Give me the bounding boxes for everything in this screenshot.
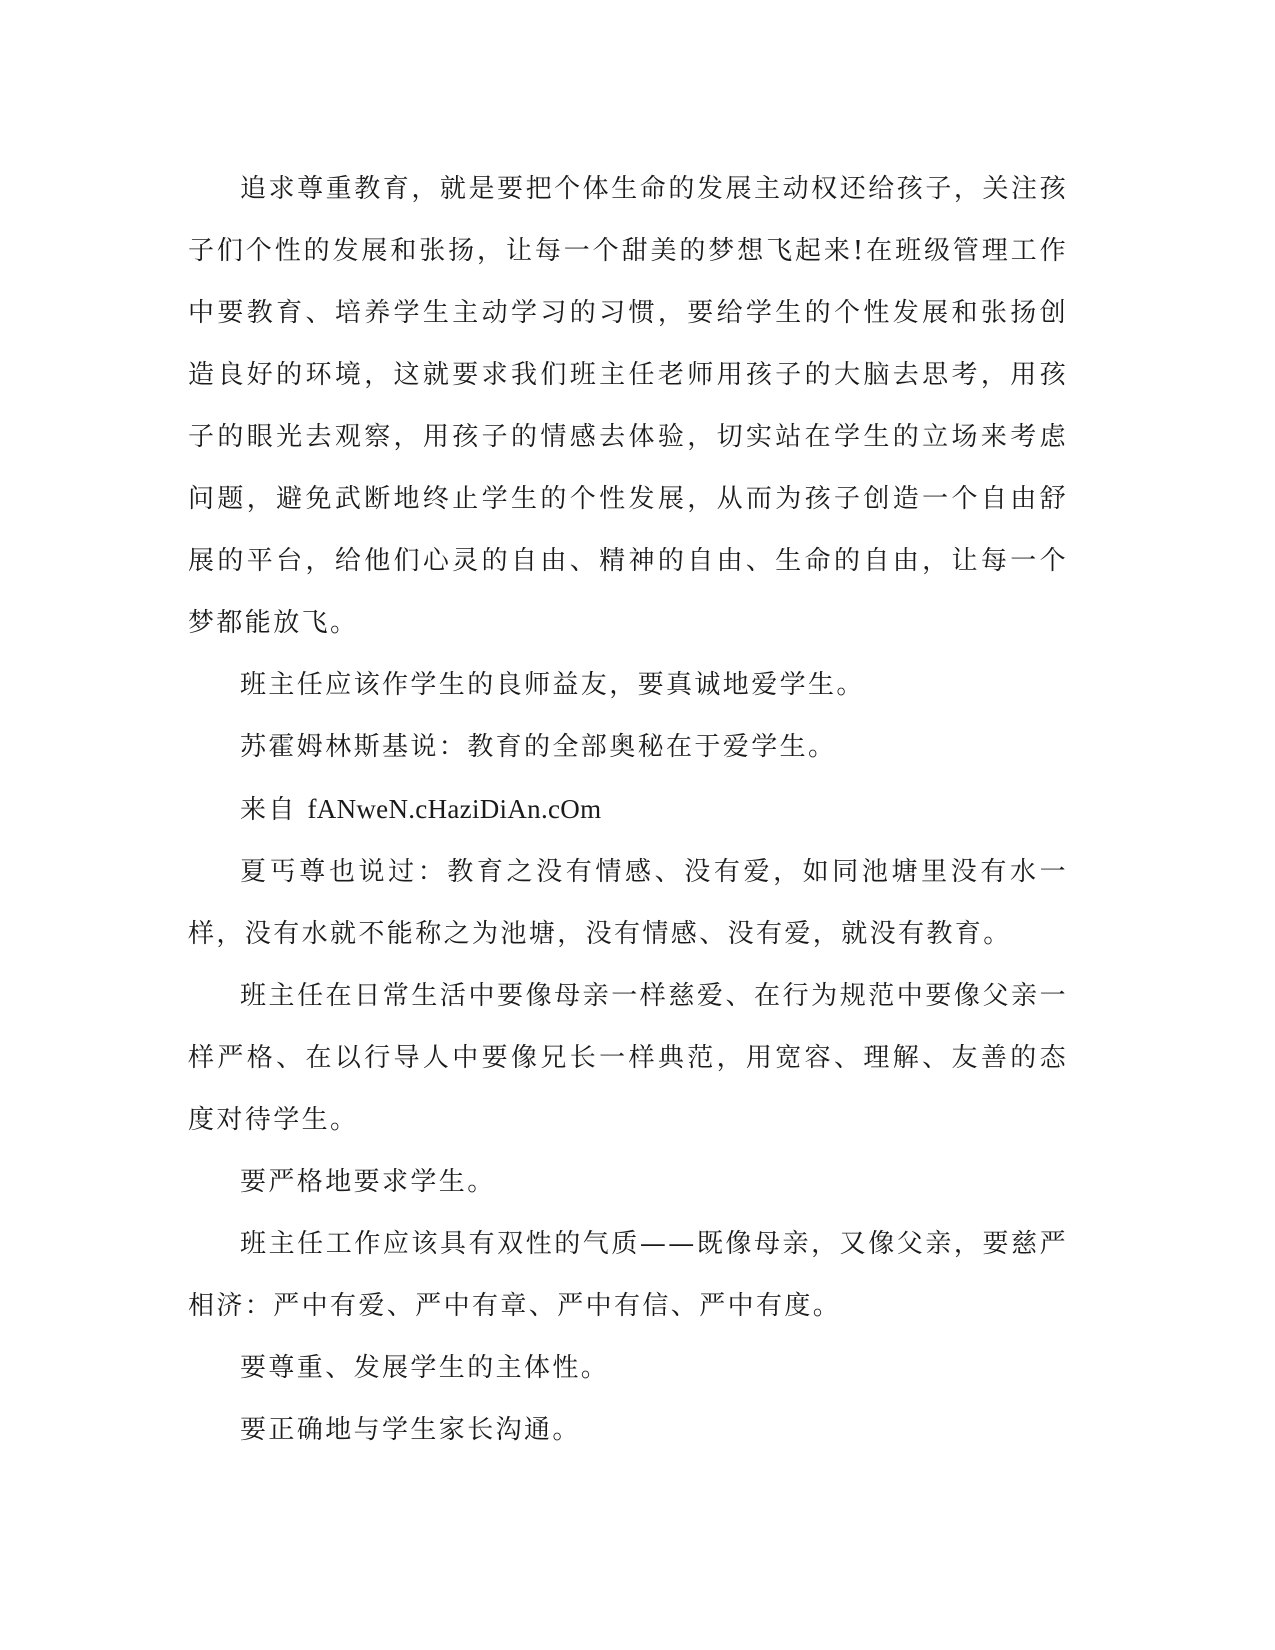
paragraph-parent-communication: 要正确地与学生家长沟通。: [240, 1415, 581, 1445]
source-line: [188, 778, 1068, 841]
paragraph-mentor-friend: 班主任应该作学生的良师益友，要真诚地爱学生。: [240, 670, 865, 700]
paragraph-strict-requirements: 要严格地要求学生。: [240, 1167, 496, 1197]
paragraph-student-subjectivity: 要尊重、发展学生的主体性。: [240, 1353, 610, 1383]
paragraph-dual-temperament: 班主任工作应该具有双性的气质——既像母亲，又像父亲，要慈严相济：严中有爱、严中有章、严中有信、严中有度。: [188, 1229, 1068, 1321]
paragraph-respect-education: 追求尊重教育，就是要把个体生命的发展主动权还给孩子，关注孩子们个性的发展和张扬，让每一个甜美的梦想飞起来!在班级管理工作中要教育、培养学生主动学习的习惯，要给学生的个性发展和张扬创造良好的环境，这就要求我们班主任老师用孩子的大脑去思考，用孩子的眼光去观察，用孩子的情感去体验，切实站在学生的立场来考虑问题，避免武断地终止学生的个性发展，从而为孩子创造一个自由舒展的平台，给他们心灵的自由、精神的自由、生命的自由，让每一个梦都能放飞。: [188, 174, 1068, 638]
source-prefix: 来自: [240, 795, 297, 825]
source-site: fANweN.cHaziDiAn.cOm: [307, 794, 602, 824]
paragraph-mother-father-brother: 班主任在日常生活中要像母亲一样慈爱、在行为规范中要像父亲一样严格、在以行导人中要像兄长一样典范，用宽容、理解、友善的态度对待学生。: [188, 981, 1068, 1135]
paragraph-xia-quote: 夏丐尊也说过：教育之没有情感、没有爱，如同池塘里没有水一样，没有水就不能称之为池塘，没有情感、没有爱，就没有教育。: [188, 857, 1068, 949]
document-body: [188, 158, 1068, 1461]
paragraph-sukhomlinsky-quote: 苏霍姆林斯基说：教育的全部奥秘在于爱学生。: [240, 732, 837, 762]
